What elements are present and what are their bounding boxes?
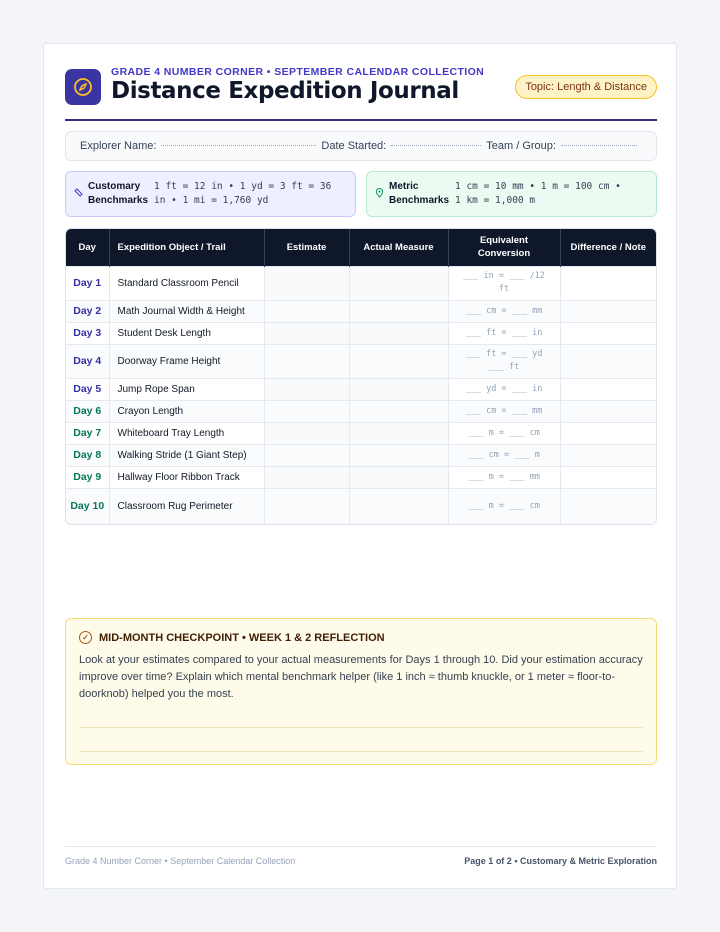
explorer-name-label: Explorer Name: — [80, 140, 157, 152]
collection-eyebrow: GRADE 4 NUMBER CORNER • SEPTEMBER CALENDAR COLLECTION — [111, 66, 485, 78]
team-group-label: Team / Group: — [486, 140, 556, 152]
table-row — [66, 444, 656, 466]
object-cell: Classroom Rug Perimeter — [109, 488, 264, 524]
header-estimate: Estimate — [264, 229, 349, 266]
difference-note-cell[interactable] — [560, 322, 656, 344]
conversion-cell: ___ in = ___ /12 ft — [448, 266, 560, 300]
conversion-cell: ___ m = ___ cm — [448, 422, 560, 444]
conversion-cell: ___ yd = ___ in — [448, 378, 560, 400]
object-cell: Hallway Floor Ribbon Track — [109, 466, 264, 488]
conversion-cell: ___ ft = ___ yd ___ ft — [448, 344, 560, 378]
day-cell: Day 10 — [66, 488, 109, 524]
actual-measure-cell[interactable] — [349, 422, 448, 444]
actual-measure-cell[interactable] — [349, 400, 448, 422]
day-cell: Day 8 — [66, 444, 109, 466]
estimate-cell[interactable] — [264, 378, 349, 400]
object-cell: Crayon Length — [109, 400, 264, 422]
footer-page-number: Page 1 of 2 • Customary & Metric Exploration — [464, 856, 657, 866]
header-difference: Difference / Note — [560, 229, 656, 266]
reflection-box — [65, 618, 657, 765]
table-row — [66, 466, 656, 488]
day-cell: Day 7 — [66, 422, 109, 444]
reflection-header — [79, 631, 643, 644]
metric-benchmarks-label: Metric Benchmarks — [389, 181, 450, 206]
compass-icon — [65, 69, 101, 105]
difference-note-cell[interactable] — [560, 344, 656, 378]
reflection-prompt: Look at your estimates compared to your actual measurements for Days 1 through 10. Did your estimation accuracy improve over time? Explain which mental benchmark helper (like 1 inch ≈ thumb knuckle, or 1 meter ≈ floor-to-doorknob) helped you the most. — [79, 654, 643, 700]
table-row — [66, 344, 656, 378]
actual-measure-cell[interactable] — [349, 266, 448, 300]
difference-note-cell[interactable] — [560, 378, 656, 400]
metric-benchmarks-card — [366, 171, 657, 217]
metric-line-2: 1 km = 1,000 m — [455, 195, 536, 206]
object-cell: Student Desk Length — [109, 322, 264, 344]
difference-note-cell[interactable] — [560, 300, 656, 322]
object-cell: Doorway Frame Height — [109, 344, 264, 378]
worksheet-page — [43, 43, 677, 889]
actual-measure-cell[interactable] — [349, 322, 448, 344]
estimate-cell[interactable] — [264, 266, 349, 300]
object-cell: Math Journal Width & Height — [109, 300, 264, 322]
table-header-row — [66, 229, 656, 266]
actual-measure-cell[interactable] — [349, 344, 448, 378]
estimate-cell[interactable] — [264, 400, 349, 422]
object-cell: Standard Classroom Pencil — [109, 266, 264, 300]
table-row — [66, 300, 656, 322]
conversion-cell: ___ cm = ___ m — [448, 444, 560, 466]
answer-line[interactable] — [79, 751, 643, 752]
topic-badge: Topic: Length & Distance — [515, 75, 657, 99]
estimate-cell[interactable] — [264, 300, 349, 322]
day-cell: Day 9 — [66, 466, 109, 488]
footer-divider — [65, 846, 657, 847]
day-cell: Day 6 — [66, 400, 109, 422]
metric-benchmarks-values — [455, 180, 648, 208]
difference-note-cell[interactable] — [560, 266, 656, 300]
estimate-cell[interactable] — [264, 444, 349, 466]
ruler-icon — [74, 188, 86, 200]
difference-note-cell[interactable] — [560, 422, 656, 444]
difference-note-cell[interactable] — [560, 444, 656, 466]
table-row — [66, 422, 656, 444]
table-row — [66, 400, 656, 422]
actual-measure-cell[interactable] — [349, 466, 448, 488]
page-title: Distance Expedition Journal — [111, 78, 459, 104]
object-cell: Whiteboard Tray Length — [109, 422, 264, 444]
estimate-cell[interactable] — [264, 466, 349, 488]
customary-benchmarks-values — [154, 180, 347, 208]
actual-measure-cell[interactable] — [349, 488, 448, 524]
customary-benchmarks-card — [65, 171, 356, 217]
difference-note-cell[interactable] — [560, 466, 656, 488]
object-cell: Jump Rope Span — [109, 378, 264, 400]
conversion-cell: ___ cm = ___ mm — [448, 400, 560, 422]
day-cell: Day 5 — [66, 378, 109, 400]
estimate-cell[interactable] — [264, 322, 349, 344]
explorer-info-bar — [65, 131, 657, 161]
date-started-label: Date Started: — [321, 140, 387, 152]
check-circle-icon: ✓ — [79, 631, 92, 644]
header-day: Day — [66, 229, 109, 266]
expedition-table — [65, 228, 657, 525]
table-row — [66, 488, 656, 524]
reflection-title: MID-MONTH CHECKPOINT • WEEK 1 & 2 REFLECTION — [99, 631, 385, 644]
difference-note-cell[interactable] — [560, 400, 656, 422]
metric-line-1: 1 cm = 10 mm • 1 m = 100 cm • — [455, 181, 621, 192]
table-row — [66, 322, 656, 344]
customary-benchmarks-label: Customary Benchmarks — [88, 181, 149, 206]
conversion-cell: ___ ft = ___ in — [448, 322, 560, 344]
table-row — [66, 378, 656, 400]
header-divider — [65, 119, 657, 121]
header-conversion: Equivalent Conversion — [448, 229, 560, 266]
answer-line[interactable] — [79, 727, 643, 728]
customary-line-2: in • 1 mi = 1,760 yd — [154, 195, 269, 206]
estimate-cell[interactable] — [264, 422, 349, 444]
actual-measure-cell[interactable] — [349, 378, 448, 400]
conversion-cell: ___ m = ___ mm — [448, 466, 560, 488]
footer-collection: Grade 4 Number Corner • September Calendar Collection — [65, 856, 296, 866]
actual-measure-cell[interactable] — [349, 300, 448, 322]
conversion-cell: ___ m = ___ cm — [448, 488, 560, 524]
customary-line-1: 1 ft = 12 in • 1 yd = 3 ft = 36 — [154, 181, 332, 192]
header-actual: Actual Measure — [349, 229, 448, 266]
day-cell: Day 4 — [66, 344, 109, 378]
day-cell: Day 2 — [66, 300, 109, 322]
explorer-name-field[interactable] — [161, 145, 316, 146]
location-pin-icon — [375, 188, 387, 201]
estimate-cell[interactable] — [264, 488, 349, 524]
date-started-field[interactable] — [391, 145, 481, 146]
estimate-cell[interactable] — [264, 344, 349, 378]
header-object: Expedition Object / Trail — [109, 229, 264, 266]
team-group-field[interactable] — [561, 145, 637, 146]
day-cell: Day 3 — [66, 322, 109, 344]
object-cell: Walking Stride (1 Giant Step) — [109, 444, 264, 466]
day-cell: Day 1 — [66, 266, 109, 300]
conversion-cell: ___ cm = ___ mm — [448, 300, 560, 322]
difference-note-cell[interactable] — [560, 488, 656, 524]
actual-measure-cell[interactable] — [349, 444, 448, 466]
table-row — [66, 266, 656, 300]
